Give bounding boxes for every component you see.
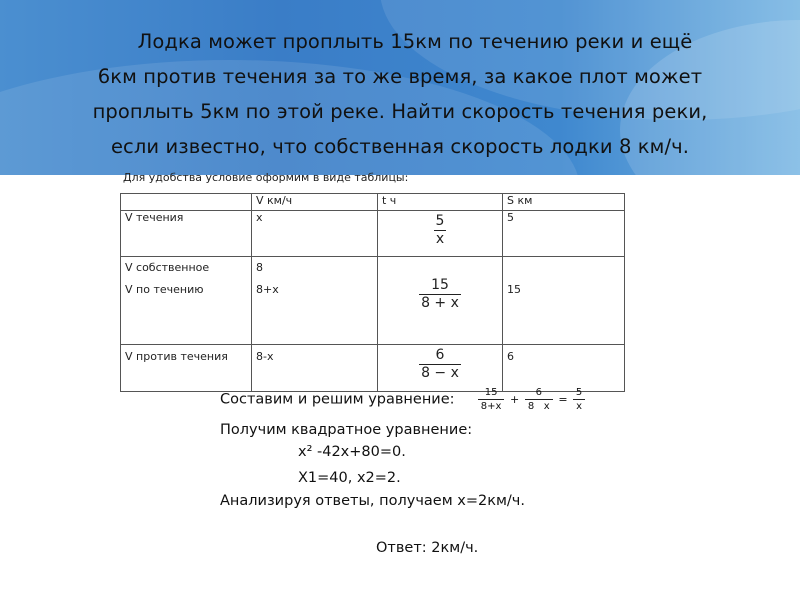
equation-fraction	[478, 386, 505, 413]
row-label: V против течения	[121, 345, 252, 392]
row-label-line: V по течению	[125, 283, 204, 296]
fraction-numerator: 5	[435, 213, 445, 229]
table-caption: Для удобства условие оформим в виде таблицы:	[123, 171, 409, 184]
time-fraction	[419, 277, 461, 312]
fraction-denominator: 8 x	[525, 399, 553, 413]
row-time	[378, 257, 503, 345]
table-header-row	[121, 194, 625, 211]
row-speed-line: 8	[256, 261, 263, 274]
table-header-cell: S км	[503, 194, 625, 211]
time-fraction	[434, 213, 446, 248]
fraction-numerator: 6	[435, 347, 445, 363]
answer-line: Ответ: 2км/ч.	[376, 540, 479, 556]
problem-statement	[40, 24, 760, 164]
table-row	[121, 345, 625, 392]
fraction-numerator: 5	[575, 387, 583, 398]
fraction-numerator: 15	[484, 387, 498, 398]
row-label-line: V собственное	[125, 261, 210, 274]
row-label: V течения	[121, 211, 252, 257]
equation-fraction	[525, 386, 553, 413]
problem-line: если известно, что собственная скорость лодки 8 км/ч.	[110, 135, 690, 158]
problem-line: Лодка может проплыть 15км по течению реки и ещё	[137, 30, 693, 53]
quadratic-equation: x² -42x+80=0.	[298, 444, 406, 460]
data-table	[120, 193, 625, 392]
row-label	[121, 257, 252, 345]
table-header-cell: t ч	[378, 194, 503, 211]
row-time	[378, 211, 503, 257]
fraction-numerator: 15	[431, 277, 449, 293]
problem-line: 6км против течения за то же время, за какое плот может	[97, 65, 703, 88]
analysis-line: Анализируя ответы, получаем x=2км/ч.	[220, 493, 525, 509]
time-fraction	[419, 347, 461, 382]
table-header-cell	[121, 194, 252, 211]
problem-line: проплыть 5км по этой реке. Найти скорость течения реки,	[92, 100, 708, 123]
row-distance: 15	[503, 257, 625, 345]
equation-fraction	[573, 386, 585, 413]
quadratic-intro: Получим квадратное уравнение:	[220, 422, 473, 438]
equation-intro: Составим и решим уравнение:	[220, 391, 455, 408]
fraction-denominator: 8 − x	[421, 365, 459, 381]
fraction-denominator: x	[435, 231, 445, 247]
equation-line	[220, 386, 585, 413]
row-distance: 6	[503, 345, 625, 392]
fraction-numerator: 6	[535, 387, 542, 398]
row-speed	[252, 257, 378, 345]
table-row	[121, 257, 625, 345]
table-row	[121, 211, 625, 257]
fraction-denominator: 8 + x	[421, 295, 459, 311]
table-header-cell: V км/ч	[252, 194, 378, 211]
row-distance: 5	[503, 211, 625, 257]
row-speed: x	[252, 211, 378, 257]
equals-sign: =	[558, 393, 568, 406]
row-speed-line: 8+x	[256, 283, 279, 296]
fraction-denominator: x	[573, 399, 585, 413]
plus-sign: +	[510, 393, 520, 406]
row-time	[378, 345, 503, 392]
row-speed: 8-x	[252, 345, 378, 392]
roots-line: X1=40, x2=2.	[298, 470, 401, 486]
fraction-denominator: 8+x	[478, 399, 505, 413]
